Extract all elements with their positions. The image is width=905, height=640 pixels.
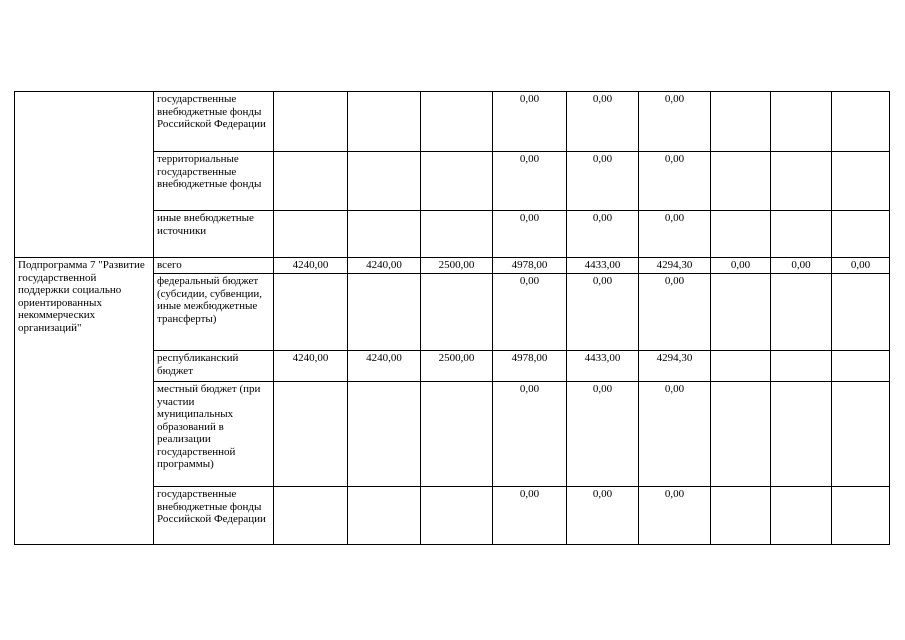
value-cell: 0,00 — [567, 211, 639, 258]
value-cell — [832, 487, 890, 545]
source-label: республиканский бюджет — [154, 351, 274, 382]
value-cell: 4240,00 — [348, 351, 421, 382]
value-cell: 4240,00 — [274, 351, 348, 382]
value-cell — [771, 152, 832, 211]
value-cell — [421, 274, 493, 351]
value-cell — [348, 92, 421, 152]
value-cell: 4433,00 — [567, 258, 639, 274]
value-cell — [771, 487, 832, 545]
value-cell — [711, 382, 771, 487]
value-cell — [274, 487, 348, 545]
source-label: федеральный бюджет (субсидии, субвенции, иные межбюджетные трансферты) — [154, 274, 274, 351]
table-row — [15, 258, 890, 274]
value-cell — [274, 382, 348, 487]
value-cell — [711, 351, 771, 382]
program-name: Подпрограмма 7 "Развитие государственной поддержки социально ориентированных некоммерческих организаций" — [15, 258, 154, 545]
value-cell — [832, 152, 890, 211]
value-cell: 0,00 — [493, 152, 567, 211]
value-cell — [711, 274, 771, 351]
value-cell: 4240,00 — [274, 258, 348, 274]
value-cell — [832, 92, 890, 152]
value-cell: 0,00 — [639, 274, 711, 351]
value-cell — [771, 92, 832, 152]
value-cell: 0,00 — [567, 382, 639, 487]
value-cell — [274, 274, 348, 351]
value-cell: 0,00 — [493, 92, 567, 152]
value-cell — [711, 92, 771, 152]
value-cell: 0,00 — [567, 92, 639, 152]
value-cell: 0,00 — [639, 382, 711, 487]
value-cell: 0,00 — [639, 92, 711, 152]
value-cell — [711, 487, 771, 545]
value-cell: 0,00 — [639, 211, 711, 258]
value-cell: 0,00 — [832, 258, 890, 274]
value-cell — [274, 92, 348, 152]
value-cell — [274, 211, 348, 258]
value-cell: 4978,00 — [493, 258, 567, 274]
value-cell — [421, 382, 493, 487]
value-cell — [771, 274, 832, 351]
program-cell-empty — [15, 92, 154, 258]
value-cell — [348, 382, 421, 487]
value-cell: 4294,30 — [639, 258, 711, 274]
value-cell — [421, 487, 493, 545]
value-cell — [832, 211, 890, 258]
value-cell — [832, 351, 890, 382]
funding-table — [14, 91, 890, 545]
source-label: всего — [154, 258, 274, 274]
value-cell — [421, 92, 493, 152]
value-cell — [771, 382, 832, 487]
value-cell: 0,00 — [711, 258, 771, 274]
table-row — [15, 92, 890, 152]
value-cell — [711, 211, 771, 258]
value-cell — [771, 211, 832, 258]
value-cell: 0,00 — [493, 211, 567, 258]
value-cell: 4978,00 — [493, 351, 567, 382]
value-cell — [274, 152, 348, 211]
value-cell: 2500,00 — [421, 351, 493, 382]
value-cell: 0,00 — [493, 487, 567, 545]
source-label: территориальные государственные внебюджетные фонды — [154, 152, 274, 211]
value-cell: 4433,00 — [567, 351, 639, 382]
value-cell: 0,00 — [567, 274, 639, 351]
value-cell — [348, 152, 421, 211]
value-cell: 0,00 — [567, 152, 639, 211]
source-label: иные внебюджетные источники — [154, 211, 274, 258]
value-cell: 4294,30 — [639, 351, 711, 382]
value-cell: 0,00 — [639, 487, 711, 545]
value-cell — [771, 351, 832, 382]
value-cell: 4240,00 — [348, 258, 421, 274]
value-cell — [711, 152, 771, 211]
value-cell: 0,00 — [493, 274, 567, 351]
value-cell — [348, 487, 421, 545]
value-cell — [421, 152, 493, 211]
source-label: местный бюджет (при участии муниципальных образований в реализации государственной программы) — [154, 382, 274, 487]
value-cell: 2500,00 — [421, 258, 493, 274]
value-cell — [421, 211, 493, 258]
source-label: государственные внебюджетные фонды Российской Федерации — [154, 92, 274, 152]
value-cell — [832, 382, 890, 487]
value-cell — [348, 211, 421, 258]
value-cell: 0,00 — [771, 258, 832, 274]
value-cell — [348, 274, 421, 351]
value-cell: 0,00 — [639, 152, 711, 211]
source-label: государственные внебюджетные фонды Российской Федерации — [154, 487, 274, 545]
value-cell — [832, 274, 890, 351]
value-cell: 0,00 — [493, 382, 567, 487]
value-cell: 0,00 — [567, 487, 639, 545]
